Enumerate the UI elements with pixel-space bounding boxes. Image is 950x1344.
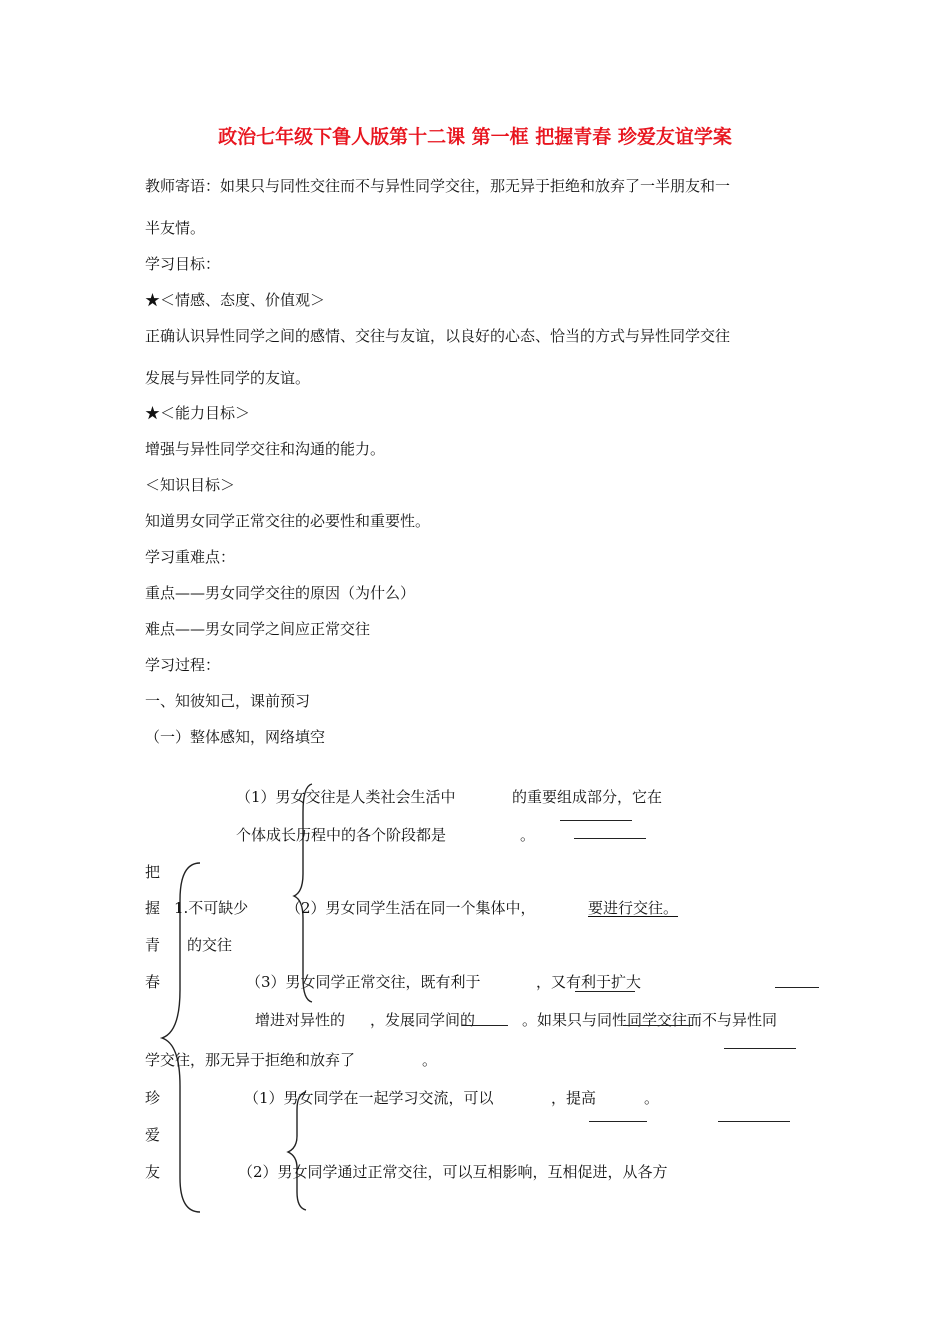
b2-item1-mid: ，提高 <box>551 1089 597 1107</box>
blank-line <box>775 987 819 988</box>
b1-item3-line3-post: 。 <box>422 1051 438 1069</box>
b1-item3-line3-pre: 学交往，那无异于拒绝和放弃了 <box>145 1051 356 1069</box>
b1-item1-line2-post: 。 <box>520 826 536 844</box>
blank-line <box>575 991 635 992</box>
subsection-heading: （一）整体感知，网络填空 <box>145 728 326 746</box>
knowledge-goal-heading: ＜知识目标＞ <box>145 476 236 494</box>
section-heading: 一、知彼知己，课前预习 <box>145 692 311 710</box>
b2-item1-pre: （1）男女同学在一起学习交流，可以 <box>244 1089 494 1107</box>
left-label-char: 爱 <box>145 1126 161 1144</box>
emotion-goal-text-line2: 发展与异性同学的友谊。 <box>145 369 311 387</box>
blank-line <box>560 820 632 821</box>
blank-line <box>462 1025 508 1026</box>
b2-item2: （2）男女同学通过正常交往，可以互相影响，互相促进，从各方 <box>238 1163 668 1181</box>
blank-line <box>724 1048 796 1049</box>
left-label-char: 青 <box>145 936 161 954</box>
goals-heading: 学习目标： <box>145 255 221 273</box>
left-label-char: 友 <box>145 1163 161 1181</box>
b2-item1-post: 。 <box>644 1089 660 1107</box>
b1-item3-line2-post: 。如果只与同性同学交往而不与异性同 <box>522 1011 778 1029</box>
blank-line <box>718 1121 790 1122</box>
process-heading: 学习过程： <box>145 656 221 674</box>
b1-item3-line2-pre: 增进对异性的 <box>255 1011 346 1029</box>
difficult-point: 难点——男女同学之间应正常交往 <box>145 620 371 638</box>
key-point: 重点——男女同学交往的原因（为什么） <box>145 584 416 602</box>
blank-line <box>574 838 646 839</box>
ability-goal-heading: ★＜能力目标＞ <box>145 404 251 422</box>
ability-goal-text: 增强与异性同学交往和沟通的能力。 <box>145 440 386 458</box>
b1-item1-line2-pre: 个体成长历程中的各个阶段都是 <box>236 826 447 844</box>
emotion-goal-text-line1: 正确认识异性同学之间的感情、交往与友谊，以良好的心态、恰当的方式与异性同学交往 <box>145 327 731 345</box>
teacher-message-line2: 半友情。 <box>145 219 206 237</box>
b1-item2-pre: （2）男女同学生活在同一个集体中， <box>286 899 536 917</box>
knowledge-goal-text: 知道男女同学正常交往的必要性和重要性。 <box>145 512 431 530</box>
b1-item3-line1-post: ，又有利于扩大 <box>536 973 642 991</box>
page-title: 政治七年级下鲁人版第十二课 第一框 把握青春 珍爱友谊学案 <box>218 126 732 148</box>
b1-item2-post: 要进行交往。 <box>588 899 679 917</box>
left-label-char: 珍 <box>145 1089 161 1107</box>
left-label-char: 春 <box>145 973 161 991</box>
blank-line <box>589 1121 647 1122</box>
b1-item3-line2-mid: ，发展同学间的 <box>370 1011 476 1029</box>
b1-item3-line1-pre: （3）男女同学正常交往，既有利于 <box>246 973 481 991</box>
b1-item1-line1-post: 的重要组成部分，它在 <box>512 788 663 806</box>
branch1-label-cont: 的交往 <box>187 936 233 954</box>
focus-heading: 学习重难点： <box>145 548 236 566</box>
blank-line <box>623 1025 693 1026</box>
b1-item1-line1-pre: （1）男女交往是人类社会生活中 <box>236 788 456 806</box>
teacher-message-line1: 教师寄语：如果只与同性交往而不与异性同学交往，那无异于拒绝和放弃了一半朋友和一 <box>145 177 731 195</box>
branch2-brace <box>284 1090 314 1215</box>
emotion-goal-heading: ★＜情感、态度、价值观＞ <box>145 291 326 309</box>
left-label-char: 把 <box>145 863 161 881</box>
left-label-char: 握 <box>145 899 161 917</box>
branch1-label: 1.不可缺少 <box>174 899 249 917</box>
